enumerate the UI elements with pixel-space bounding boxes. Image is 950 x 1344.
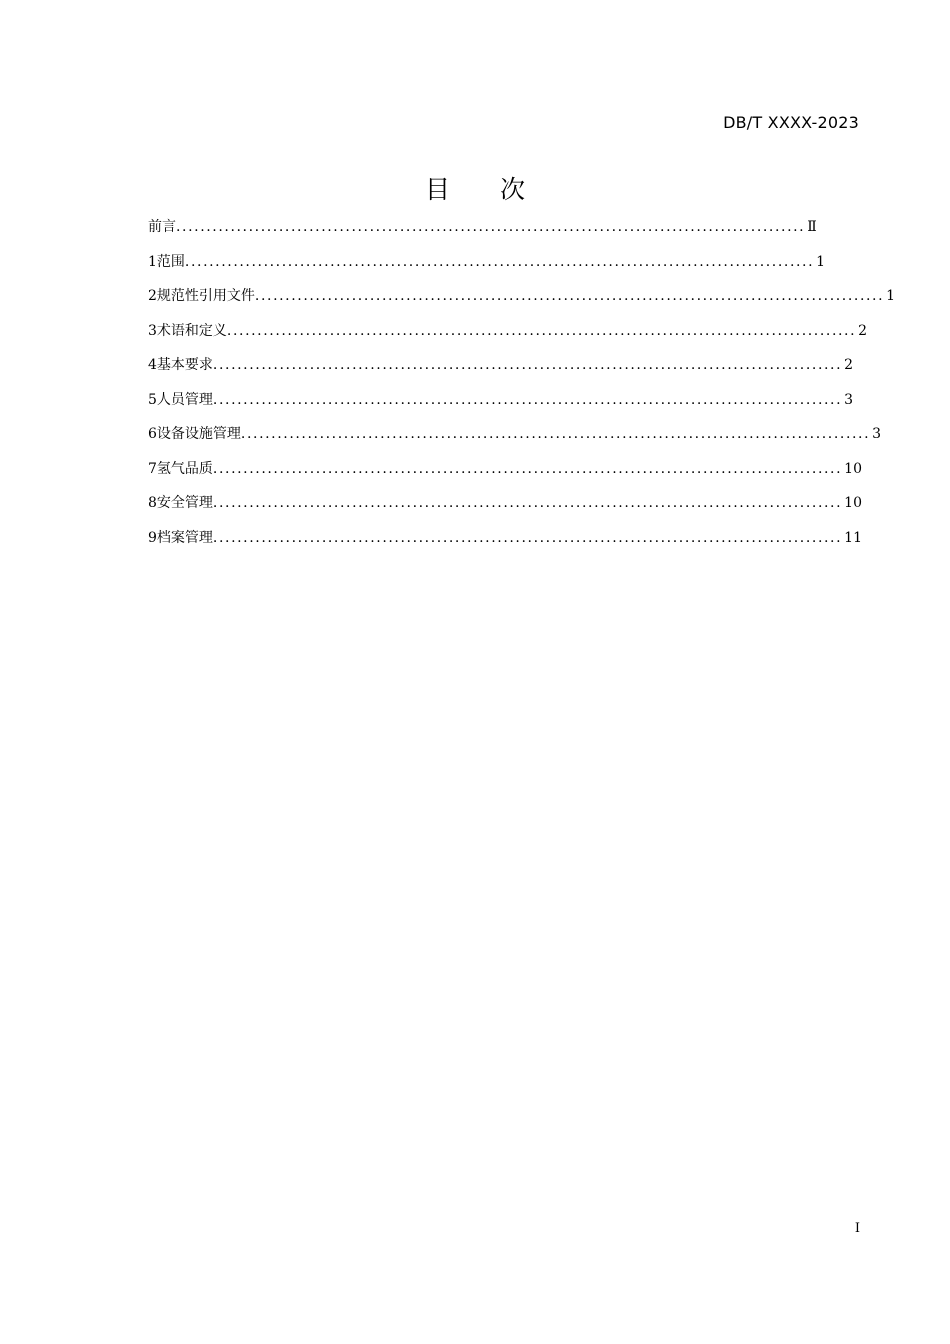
toc-entry-1[interactable] bbox=[148, 250, 826, 285]
toc-entry-title: 范围 bbox=[156, 253, 185, 270]
toc-entry-number: 7 bbox=[148, 460, 157, 477]
toc-entry-title: 人员管理 bbox=[156, 391, 213, 408]
toc-title bbox=[0, 170, 950, 206]
toc-entry-8[interactable] bbox=[148, 491, 862, 526]
toc-entry-page: 2 bbox=[858, 322, 868, 339]
toc-entry-preface[interactable] bbox=[148, 215, 817, 250]
toc-dot-leader: ........................................................................................................ bbox=[176, 219, 806, 235]
toc-entry-page: 3 bbox=[872, 426, 882, 442]
toc-entry-title: 规范性引用文件 bbox=[156, 288, 255, 304]
toc-dot-leader: ........................................................................................................ bbox=[212, 391, 843, 408]
toc-entry-page: 2 bbox=[844, 357, 854, 373]
toc-dot-leader: ........................................................................................................ bbox=[212, 495, 843, 511]
page-number: I bbox=[854, 1221, 860, 1236]
document-code: DB/T XXXX-2023 bbox=[723, 113, 859, 132]
toc-entry-page: 11 bbox=[844, 529, 862, 546]
toc-entry-page: Ⅱ bbox=[807, 219, 817, 235]
toc-entry-number: 4 bbox=[148, 357, 157, 373]
toc-entry-number: 2 bbox=[148, 288, 157, 304]
toc-entry-9[interactable] bbox=[148, 526, 862, 561]
toc-title-char-1: 目 bbox=[424, 175, 450, 204]
toc-entry-number: 9 bbox=[148, 529, 157, 546]
toc-dot-leader: ........................................................................................................ bbox=[240, 426, 871, 442]
toc-entry-2[interactable] bbox=[148, 284, 896, 319]
toc-list bbox=[148, 215, 896, 560]
toc-entry-number: 5 bbox=[148, 391, 157, 408]
toc-entry-number: 6 bbox=[148, 426, 157, 442]
toc-entry-3[interactable] bbox=[148, 319, 868, 354]
toc-dot-leader: ........................................................................................................ bbox=[212, 357, 843, 373]
toc-entry-5[interactable] bbox=[148, 388, 854, 423]
toc-dot-leader: ........................................................................................................ bbox=[226, 322, 857, 339]
toc-entry-page: 1 bbox=[816, 253, 826, 270]
toc-entry-page: 10 bbox=[844, 495, 862, 511]
toc-entry-title: 前言 bbox=[148, 219, 176, 235]
toc-dot-leader: ........................................................................................................ bbox=[212, 529, 843, 546]
toc-title-char-2: 次 bbox=[500, 175, 526, 204]
toc-entry-number: 3 bbox=[148, 322, 157, 339]
toc-dot-leader: ........................................................................................................ bbox=[254, 288, 885, 304]
toc-entry-number: 1 bbox=[148, 253, 157, 270]
toc-entry-page: 1 bbox=[886, 288, 896, 304]
toc-entry-4[interactable] bbox=[148, 353, 854, 388]
toc-entry-6[interactable] bbox=[148, 422, 882, 457]
toc-dot-leader: ........................................................................................................ bbox=[212, 460, 843, 477]
toc-entry-page: 3 bbox=[844, 391, 854, 408]
toc-entry-title: 档案管理 bbox=[156, 529, 213, 546]
toc-dot-leader: ........................................................................................................ bbox=[184, 253, 815, 270]
toc-entry-7[interactable] bbox=[148, 457, 862, 492]
toc-entry-title: 术语和定义 bbox=[156, 322, 227, 339]
toc-entry-number: 8 bbox=[148, 495, 157, 511]
toc-entry-title: 氢气品质 bbox=[156, 460, 213, 477]
toc-entry-title: 设备设施管理 bbox=[156, 426, 241, 442]
toc-entry-title: 基本要求 bbox=[156, 357, 213, 373]
toc-entry-title: 安全管理 bbox=[156, 495, 213, 511]
toc-entry-page: 10 bbox=[844, 460, 862, 477]
